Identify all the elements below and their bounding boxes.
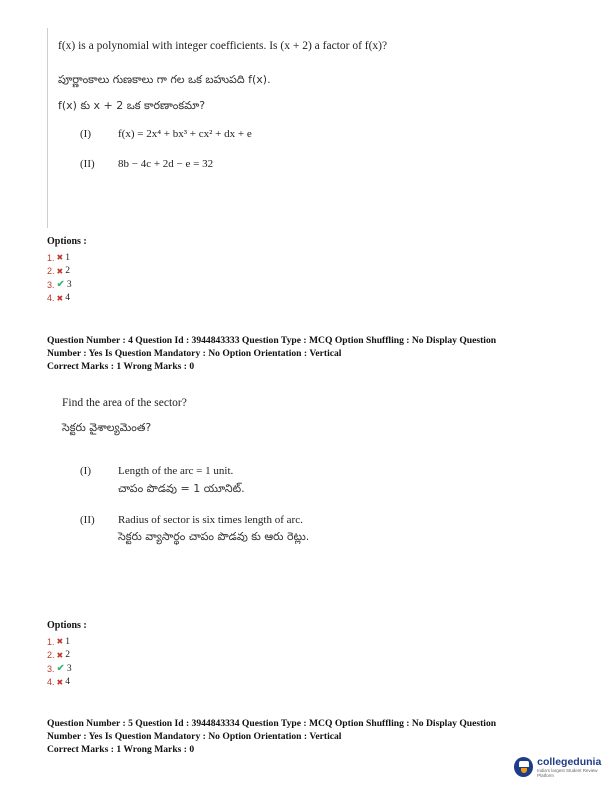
- option-number: 2.: [47, 650, 55, 661]
- check-icon: ✔: [56, 279, 65, 291]
- question-marks: Correct Marks : 1 Wrong Marks : 0: [47, 744, 195, 755]
- question-statement-te: పూర్ణాంకాలు గుణకాలు గా గల ఒక బహుపది f(x).: [58, 73, 271, 86]
- statement-number: (I): [80, 465, 91, 477]
- option-number: 4.: [47, 293, 55, 304]
- check-icon: ✔: [56, 663, 65, 675]
- statement-one-en: Length of the arc = 1 unit.: [118, 465, 234, 477]
- question-meta-line: Number : Yes Is Question Mandatory : No Option Orientation : Vertical: [47, 348, 342, 359]
- statement-two: 8b − 4c + 2d − e = 32: [118, 158, 214, 170]
- options-list: [47, 635, 72, 689]
- cross-icon: ✖: [56, 266, 64, 276]
- option-value: 3: [66, 279, 72, 290]
- option-value: 2: [65, 650, 70, 661]
- statement-number: (I): [80, 128, 91, 140]
- question-meta-line: Question Number : 4 Question Id : 3944843333 Question Type : MCQ Option Shuffling : No Display Question: [47, 335, 497, 346]
- option-item[interactable]: [47, 265, 72, 279]
- option-item[interactable]: [47, 649, 72, 663]
- cross-icon: ✖: [56, 293, 64, 303]
- option-number: 1.: [47, 636, 55, 647]
- statement-two-te: సెక్టరు వ్యాసార్థం చాపం పొడవు కు ఆరు రెట్లు.: [118, 530, 310, 543]
- option-item[interactable]: [47, 292, 72, 306]
- question-marks: Correct Marks : 1 Wrong Marks : 0: [47, 361, 195, 372]
- question-statement-en: f(x) is a polynomial with integer coefficients. Is (x + 2) a factor of f(x)?: [58, 40, 388, 52]
- cross-icon: ✖: [56, 637, 64, 647]
- cross-icon: ✖: [56, 677, 64, 687]
- graduate-icon: [514, 757, 533, 777]
- question-statement-te-2: f(x) కు x + 2 ఒక కారణాంకమా?: [58, 99, 206, 112]
- question-statement-en: Find the area of the sector?: [62, 397, 187, 409]
- options-label: Options :: [47, 620, 87, 631]
- question-statement-te: సెక్టరు వైశాల్యమెంత?: [62, 421, 152, 434]
- option-item[interactable]: [47, 635, 72, 649]
- statement-number: (II): [80, 158, 95, 170]
- option-value: 1: [65, 636, 70, 647]
- option-number: 3.: [47, 663, 55, 674]
- option-value: 4: [65, 677, 70, 688]
- statement-two-en: Radius of sector is six times length of arc.: [118, 514, 303, 526]
- option-value: 4: [65, 293, 70, 304]
- option-value: 1: [65, 252, 70, 263]
- statement-one: f(x) = 2x⁴ + bx³ + cx² + dx + e: [118, 128, 252, 140]
- option-number: 1.: [47, 252, 55, 263]
- question-meta: [47, 717, 577, 756]
- option-number: 2.: [47, 266, 55, 277]
- option-value: 3: [66, 663, 72, 674]
- option-number: 3.: [47, 279, 55, 290]
- option-item[interactable]: [47, 251, 72, 265]
- options-label: Options :: [47, 236, 87, 247]
- options-list: [47, 251, 72, 305]
- question-meta-line: Number : Yes Is Question Mandatory : No Option Orientation : Vertical: [47, 731, 342, 742]
- logo-name: collegedunia: [537, 756, 602, 768]
- question-meta: [47, 334, 577, 373]
- option-item[interactable]: [47, 278, 72, 292]
- collegedunia-logo: [514, 756, 612, 778]
- cross-icon: ✖: [56, 253, 64, 263]
- statement-one-te: చాపం పొడవు = 1 యూనిట్.: [118, 482, 245, 495]
- question-meta-line: Question Number : 5 Question Id : 3944843334 Question Type : MCQ Option Shuffling : No Display Question: [47, 718, 497, 729]
- option-item[interactable]: [47, 662, 72, 676]
- cross-icon: ✖: [56, 650, 64, 660]
- option-number: 4.: [47, 677, 55, 688]
- option-item[interactable]: [47, 676, 72, 690]
- option-value: 2: [65, 266, 70, 277]
- question-frame-line: [47, 28, 48, 228]
- logo-tagline: India's largest Student Review Platform: [537, 768, 598, 778]
- statement-number: (II): [80, 514, 95, 526]
